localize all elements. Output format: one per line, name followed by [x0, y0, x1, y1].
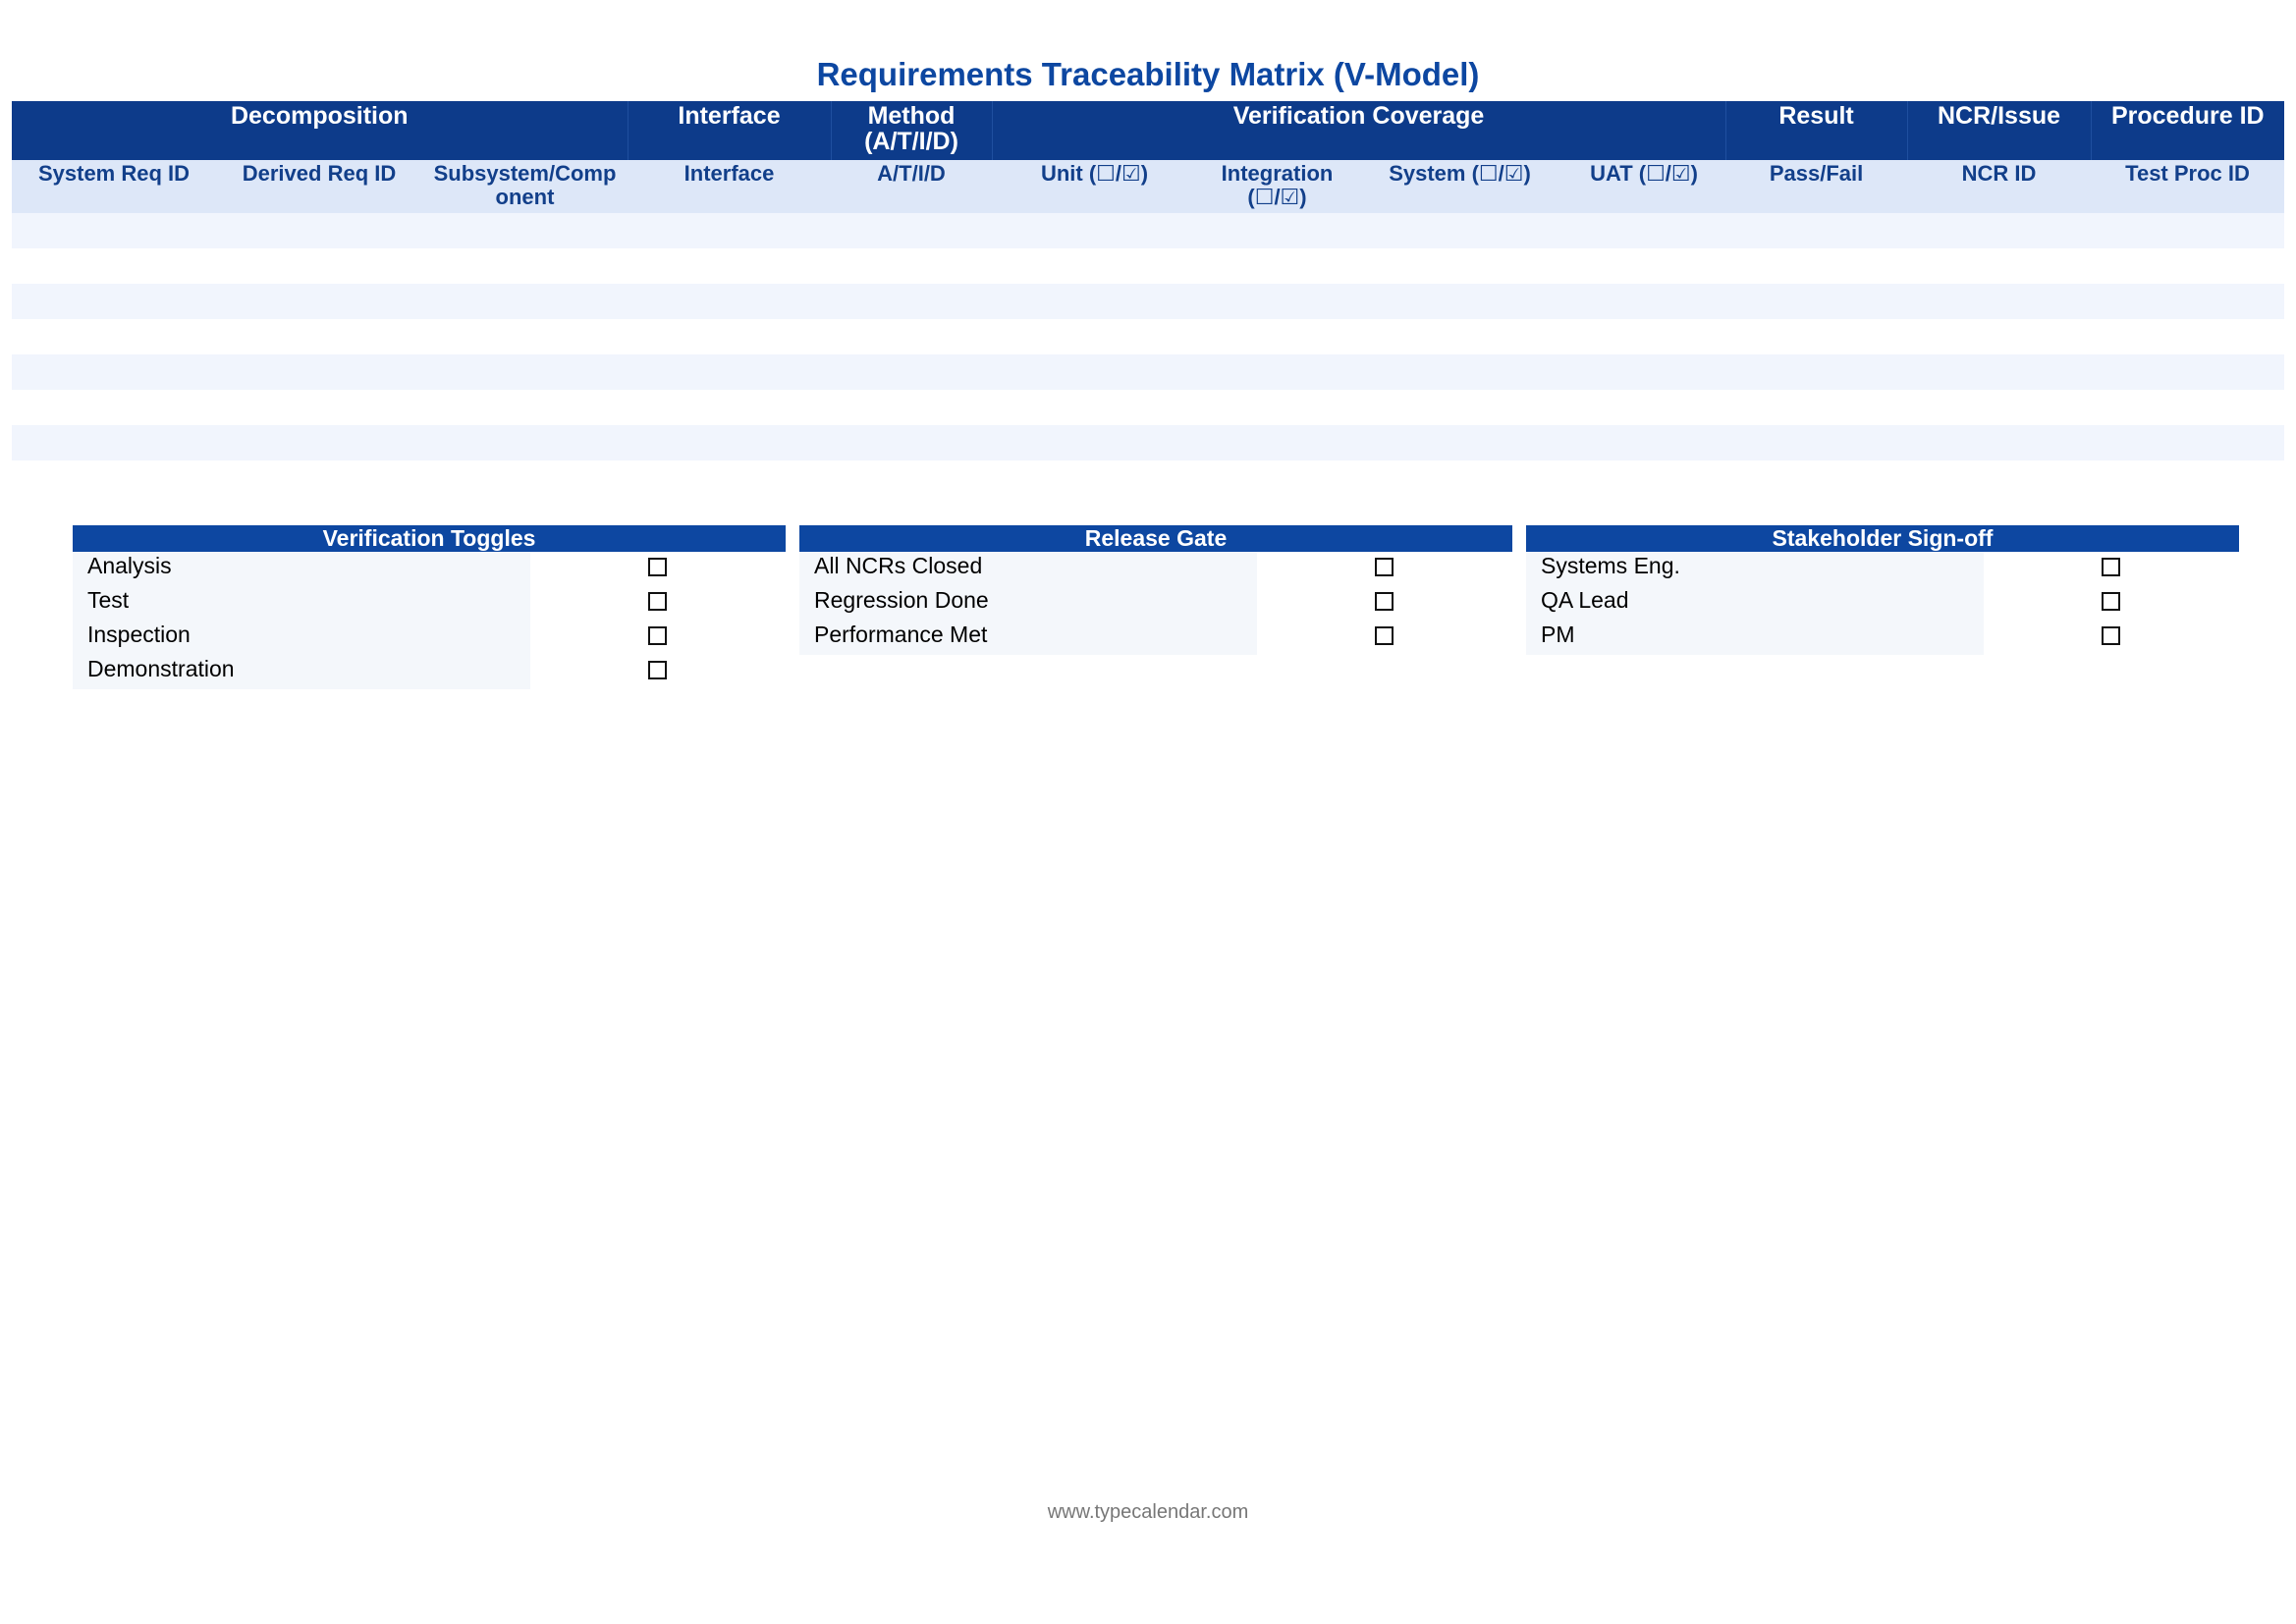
group-header-ncr-issue: NCR/Issue: [1907, 101, 2091, 160]
table-cell[interactable]: [12, 354, 216, 390]
table-cell[interactable]: [992, 248, 1197, 284]
panel-title: Stakeholder Sign-off: [1526, 525, 2239, 552]
checklist-item: [1526, 552, 2239, 586]
table-cell[interactable]: [1197, 248, 1357, 284]
table-cell[interactable]: [628, 213, 831, 248]
checklist-item: [1526, 586, 2239, 621]
table-cell[interactable]: [12, 425, 216, 460]
table-cell[interactable]: [831, 319, 992, 354]
table-cell[interactable]: [1197, 284, 1357, 319]
table-cell[interactable]: [1562, 354, 1725, 390]
table-cell[interactable]: [1725, 390, 1907, 425]
column-header-interface: Interface: [628, 160, 831, 213]
table-cell[interactable]: [1357, 425, 1562, 460]
table-cell[interactable]: [1357, 354, 1562, 390]
checkbox-cell: [1984, 586, 2239, 621]
table-cell[interactable]: [992, 319, 1197, 354]
checklist-item-label: Performance Met: [799, 621, 1257, 655]
table-cell[interactable]: [216, 248, 422, 284]
checklist-item: [799, 586, 1512, 621]
table-cell[interactable]: [1725, 284, 1907, 319]
table-cell[interactable]: [2091, 213, 2284, 248]
checkbox-cell: [1984, 621, 2239, 655]
table-cell[interactable]: [422, 354, 628, 390]
column-header-subsystem-component: Subsystem/Comp onent: [422, 160, 628, 213]
table-cell[interactable]: [1197, 354, 1357, 390]
panel-title: Release Gate: [799, 525, 1512, 552]
table-cell[interactable]: [2091, 425, 2284, 460]
matrix-body: [12, 213, 2284, 460]
table-cell[interactable]: [216, 425, 422, 460]
table-cell[interactable]: [216, 319, 422, 354]
table-cell[interactable]: [628, 354, 831, 390]
checkbox-cell: [530, 552, 786, 586]
checklist-item: [73, 586, 786, 621]
checkbox-cell: [530, 586, 786, 621]
table-cell[interactable]: [628, 248, 831, 284]
table-cell[interactable]: [1562, 425, 1725, 460]
checklist-item-label: Analysis: [73, 552, 530, 586]
table-cell[interactable]: [2091, 284, 2284, 319]
table-cell[interactable]: [1197, 319, 1357, 354]
table-cell[interactable]: [422, 425, 628, 460]
table-cell[interactable]: [1725, 213, 1907, 248]
group-header-result: Result: [1725, 101, 1907, 160]
table-cell[interactable]: [1907, 213, 2091, 248]
table-cell[interactable]: [992, 284, 1197, 319]
checklist-item-label: Test: [73, 586, 530, 621]
column-header-derived-req-id: Derived Req ID: [216, 160, 422, 213]
table-cell[interactable]: [2091, 248, 2284, 284]
checkbox[interactable]: [648, 626, 667, 645]
table-cell[interactable]: [12, 319, 216, 354]
checkbox[interactable]: [1375, 558, 1394, 576]
table-cell[interactable]: [628, 319, 831, 354]
panel-release-gate: [799, 525, 1512, 655]
table-cell[interactable]: [2091, 390, 2284, 425]
table-cell[interactable]: [422, 248, 628, 284]
table-cell[interactable]: [1197, 213, 1357, 248]
table-cell[interactable]: [422, 319, 628, 354]
table-cell[interactable]: [1357, 213, 1562, 248]
column-header-ncr-id: NCR ID: [1907, 160, 2091, 213]
checklist-item: [799, 552, 1512, 586]
column-header-test-proc-id: Test Proc ID: [2091, 160, 2284, 213]
table-cell[interactable]: [2091, 354, 2284, 390]
table-cell[interactable]: [1725, 248, 1907, 284]
table-row: [12, 284, 2284, 319]
checkbox-cell: [530, 655, 786, 689]
table-cell[interactable]: [216, 390, 422, 425]
table-cell[interactable]: [1907, 319, 2091, 354]
checklist-item: [799, 621, 1512, 655]
panel-verification-toggles: [73, 525, 786, 689]
checkbox-cell: [1984, 552, 2239, 586]
table-cell[interactable]: [12, 390, 216, 425]
table-cell[interactable]: [422, 284, 628, 319]
table-cell[interactable]: [216, 354, 422, 390]
table-cell[interactable]: [1725, 425, 1907, 460]
table-row: [12, 248, 2284, 284]
table-cell[interactable]: [992, 425, 1197, 460]
checkbox[interactable]: [1375, 592, 1394, 611]
table-cell[interactable]: [628, 284, 831, 319]
table-row: [12, 319, 2284, 354]
table-row: [12, 390, 2284, 425]
panel-stakeholder-signoff: [1526, 525, 2239, 655]
table-cell[interactable]: [831, 354, 992, 390]
checklist-item: [73, 552, 786, 586]
checkbox-cell: [1257, 586, 1512, 621]
group-header-verification-coverage: Verification Coverage: [992, 101, 1725, 160]
checkbox[interactable]: [648, 661, 667, 679]
checklist-item: [73, 621, 786, 655]
column-header-system: System (☐/☑): [1357, 160, 1562, 213]
footer-url: www.typecalendar.com: [1047, 1501, 1249, 1523]
checkbox-cell: [530, 621, 786, 655]
table-cell[interactable]: [12, 213, 216, 248]
table-cell[interactable]: [1562, 390, 1725, 425]
table-cell[interactable]: [1562, 213, 1725, 248]
column-header-method: A/T/I/D: [831, 160, 992, 213]
matrix-column-header-row: [12, 160, 2284, 213]
checklist-item-label: QA Lead: [1526, 586, 1984, 621]
traceability-matrix: [12, 101, 2284, 460]
table-cell[interactable]: [1357, 390, 1562, 425]
checklist-item: [73, 655, 786, 689]
checkbox[interactable]: [1375, 626, 1394, 645]
table-cell[interactable]: [1907, 248, 2091, 284]
column-header-pass-fail: Pass/Fail: [1725, 160, 1907, 213]
table-cell[interactable]: [1725, 354, 1907, 390]
table-cell[interactable]: [992, 213, 1197, 248]
table-row: [12, 213, 2284, 248]
checkbox-cell: [1257, 621, 1512, 655]
checkbox[interactable]: [2102, 626, 2120, 645]
table-cell[interactable]: [1562, 319, 1725, 354]
table-cell[interactable]: [1907, 354, 2091, 390]
column-header-uat: UAT (☐/☑): [1562, 160, 1725, 213]
table-cell[interactable]: [1197, 390, 1357, 425]
checklist-item-label: PM: [1526, 621, 1984, 655]
table-row: [12, 425, 2284, 460]
table-cell[interactable]: [422, 213, 628, 248]
table-cell[interactable]: [628, 390, 831, 425]
group-header-procedure-id: Procedure ID: [2091, 101, 2284, 160]
page-title: Requirements Traceability Matrix (V-Model): [816, 56, 1480, 92]
column-header-integration: Integration (☐/☑): [1197, 160, 1357, 213]
table-cell[interactable]: [216, 284, 422, 319]
table-cell[interactable]: [1357, 248, 1562, 284]
table-row: [12, 354, 2284, 390]
column-header-unit: Unit (☐/☑): [992, 160, 1197, 213]
checkbox[interactable]: [2102, 558, 2120, 576]
table-cell[interactable]: [2091, 319, 2284, 354]
table-cell[interactable]: [1197, 425, 1357, 460]
group-header-method: Method (A/T/I/D): [831, 101, 992, 160]
table-cell[interactable]: [216, 213, 422, 248]
table-cell[interactable]: [1907, 390, 2091, 425]
checklist-item-label: Inspection: [73, 621, 530, 655]
checkbox[interactable]: [2102, 592, 2120, 611]
table-cell[interactable]: [12, 248, 216, 284]
table-cell[interactable]: [1357, 319, 1562, 354]
table-cell[interactable]: [422, 390, 628, 425]
panel-title: Verification Toggles: [73, 525, 786, 552]
table-cell[interactable]: [831, 213, 992, 248]
table-cell[interactable]: [992, 390, 1197, 425]
checkbox[interactable]: [648, 558, 667, 576]
group-header-interface: Interface: [628, 101, 831, 160]
checklist-item-label: Systems Eng.: [1526, 552, 1984, 586]
group-header-decomposition: Decomposition: [12, 101, 628, 160]
table-cell[interactable]: [831, 390, 992, 425]
table-cell[interactable]: [1562, 248, 1725, 284]
checkbox[interactable]: [648, 592, 667, 611]
table-cell[interactable]: [1907, 284, 2091, 319]
table-cell[interactable]: [1562, 284, 1725, 319]
checklist-item-label: Regression Done: [799, 586, 1257, 621]
column-header-system-req-id: System Req ID: [12, 160, 216, 213]
checklist-item: [1526, 621, 2239, 655]
table-cell[interactable]: [12, 284, 216, 319]
table-cell[interactable]: [831, 425, 992, 460]
table-cell[interactable]: [992, 354, 1197, 390]
table-cell[interactable]: [628, 425, 831, 460]
checklist-item-label: All NCRs Closed: [799, 552, 1257, 586]
checkbox-cell: [1257, 552, 1512, 586]
matrix-group-header-row: [12, 101, 2284, 160]
table-cell[interactable]: [831, 248, 992, 284]
table-cell[interactable]: [1357, 284, 1562, 319]
table-cell[interactable]: [831, 284, 992, 319]
checklist-item-label: Demonstration: [73, 655, 530, 689]
table-cell[interactable]: [1725, 319, 1907, 354]
table-cell[interactable]: [1907, 425, 2091, 460]
